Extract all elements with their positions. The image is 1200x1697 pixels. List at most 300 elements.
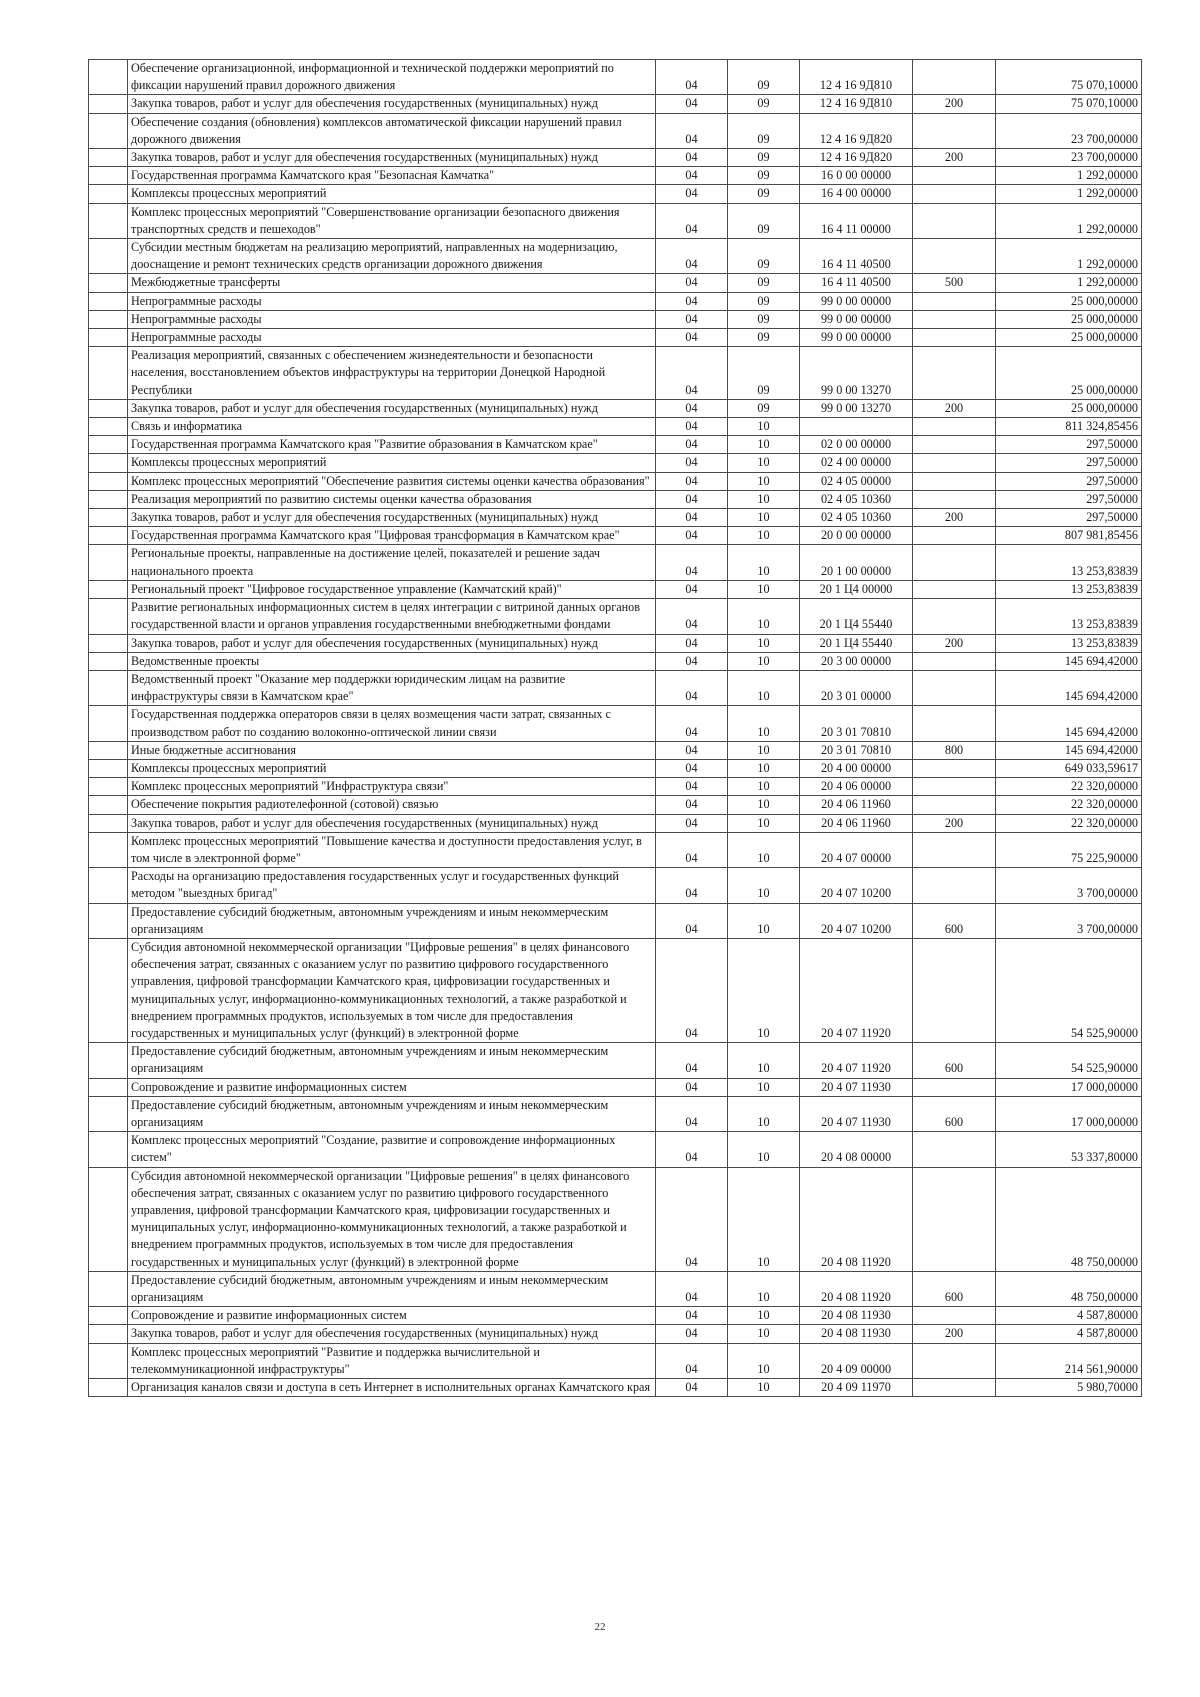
table-row [89, 1096, 1142, 1131]
expense-type-cell: 200 [913, 634, 996, 652]
amount-cell: 23 700,00000 [996, 149, 1142, 167]
section-code-cell: 04 [656, 706, 728, 741]
expense-type-cell: 200 [913, 399, 996, 417]
subsection-code-cell: 09 [728, 185, 800, 203]
expense-name-cell: Закупка товаров, работ и услуг для обеспечения государственных (муниципальных) нужд [128, 95, 656, 113]
subsection-code-cell: 10 [728, 472, 800, 490]
subsection-code-cell: 09 [728, 149, 800, 167]
row-margin-cell [89, 436, 128, 454]
target-article-cell: 12 4 16 9Д820 [800, 113, 913, 148]
subsection-code-cell: 10 [728, 1325, 800, 1343]
row-margin-cell [89, 1379, 128, 1397]
expense-type-cell [913, 490, 996, 508]
amount-cell: 75 070,10000 [996, 60, 1142, 95]
amount-cell: 54 525,90000 [996, 1043, 1142, 1078]
section-code-cell: 04 [656, 814, 728, 832]
subsection-code-cell: 10 [728, 759, 800, 777]
section-code-cell: 04 [656, 938, 728, 1042]
table-row [89, 347, 1142, 400]
section-code-cell: 04 [656, 652, 728, 670]
amount-cell: 214 561,90000 [996, 1343, 1142, 1378]
amount-cell: 649 033,59617 [996, 759, 1142, 777]
section-code-cell: 04 [656, 399, 728, 417]
subsection-code-cell: 10 [728, 1167, 800, 1271]
amount-cell: 53 337,80000 [996, 1132, 1142, 1167]
section-code-cell: 04 [656, 509, 728, 527]
row-margin-cell [89, 418, 128, 436]
section-code-cell: 04 [656, 1078, 728, 1096]
target-article-cell: 12 4 16 9Д820 [800, 149, 913, 167]
expense-type-cell [913, 527, 996, 545]
table-row [89, 436, 1142, 454]
target-article-cell: 20 4 06 00000 [800, 778, 913, 796]
amount-cell: 145 694,42000 [996, 652, 1142, 670]
section-code-cell: 04 [656, 1043, 728, 1078]
expense-name-cell: Закупка товаров, работ и услуг для обеспечения государственных (муниципальных) нужд [128, 634, 656, 652]
row-margin-cell [89, 527, 128, 545]
subsection-code-cell: 10 [728, 436, 800, 454]
expense-type-cell [913, 1343, 996, 1378]
target-article-cell: 16 4 00 00000 [800, 185, 913, 203]
budget-sheet [88, 59, 1142, 1397]
row-margin-cell [89, 903, 128, 938]
section-code-cell: 04 [656, 1379, 728, 1397]
table-row [89, 149, 1142, 167]
target-article-cell: 16 4 11 00000 [800, 203, 913, 238]
expense-type-cell [913, 868, 996, 903]
amount-cell: 25 000,00000 [996, 399, 1142, 417]
expense-type-cell [913, 203, 996, 238]
amount-cell: 5 980,70000 [996, 1379, 1142, 1397]
target-article-cell: 20 4 07 11920 [800, 938, 913, 1042]
subsection-code-cell: 10 [728, 1096, 800, 1131]
subsection-code-cell: 10 [728, 509, 800, 527]
target-article-cell: 02 4 05 10360 [800, 490, 913, 508]
expense-type-cell [913, 472, 996, 490]
target-article-cell: 20 4 06 11960 [800, 796, 913, 814]
section-code-cell: 04 [656, 741, 728, 759]
target-article-cell: 99 0 00 00000 [800, 310, 913, 328]
target-article-cell: 16 4 11 40500 [800, 274, 913, 292]
section-code-cell: 04 [656, 580, 728, 598]
subsection-code-cell: 10 [728, 1343, 800, 1378]
target-article-cell: 99 0 00 00000 [800, 329, 913, 347]
expense-type-cell [913, 1307, 996, 1325]
target-article-cell: 02 0 00 00000 [800, 436, 913, 454]
row-margin-cell [89, 149, 128, 167]
row-margin-cell [89, 95, 128, 113]
row-margin-cell [89, 399, 128, 417]
expense-name-cell: Сопровождение и развитие информационных систем [128, 1307, 656, 1325]
subsection-code-cell: 10 [728, 454, 800, 472]
table-row [89, 1078, 1142, 1096]
amount-cell: 25 000,00000 [996, 329, 1142, 347]
expense-type-cell [913, 652, 996, 670]
subsection-code-cell: 10 [728, 418, 800, 436]
section-code-cell: 04 [656, 203, 728, 238]
section-code-cell: 04 [656, 60, 728, 95]
subsection-code-cell: 10 [728, 1379, 800, 1397]
expense-name-cell: Обеспечение организационной, информационной и технической поддержки мероприятий по фиксации нарушений правил дорожного движения [128, 60, 656, 95]
row-margin-cell [89, 329, 128, 347]
section-code-cell: 04 [656, 903, 728, 938]
section-code-cell: 04 [656, 1325, 728, 1343]
amount-cell: 23 700,00000 [996, 113, 1142, 148]
target-article-cell: 20 4 08 11920 [800, 1167, 913, 1271]
expense-type-cell [913, 545, 996, 580]
expense-type-cell [913, 1379, 996, 1397]
table-row [89, 670, 1142, 705]
table-row [89, 239, 1142, 274]
amount-cell: 48 750,00000 [996, 1271, 1142, 1306]
expense-name-cell: Закупка товаров, работ и услуг для обеспечения государственных (муниципальных) нужд [128, 399, 656, 417]
expense-type-cell [913, 1078, 996, 1096]
row-margin-cell [89, 347, 128, 400]
subsection-code-cell: 09 [728, 60, 800, 95]
table-row [89, 545, 1142, 580]
table-row [89, 1043, 1142, 1078]
expense-name-cell: Субсидия автономной некоммерческой организации "Цифровые решения" в целях финансового обеспечения затрат, связанных с оказанием услуг по развитию цифрового государственного управления, цифровой трансформации Камчатского края, цифровизации государственных и муниципальных услуг, информационно-коммуникационных технологий, а также разработкой и внедрением программных продуктов, используемых в том числе для предоставления государственных и муниципальных услуг (функций) в электронной форме [128, 1167, 656, 1271]
expense-name-cell: Комплекс процессных мероприятий "Развитие и поддержка вычислительной и телекоммуникационной инфраструктуры" [128, 1343, 656, 1378]
table-row [89, 741, 1142, 759]
row-margin-cell [89, 868, 128, 903]
expense-name-cell: Комплекс процессных мероприятий "Обеспечение развития системы оценки качества образования" [128, 472, 656, 490]
amount-cell: 1 292,00000 [996, 274, 1142, 292]
section-code-cell: 04 [656, 634, 728, 652]
expense-name-cell: Предоставление субсидий бюджетным, автономным учреждениям и иным некоммерческим организациям [128, 903, 656, 938]
subsection-code-cell: 10 [728, 796, 800, 814]
target-article-cell: 20 4 07 10200 [800, 868, 913, 903]
row-margin-cell [89, 832, 128, 867]
expense-type-cell [913, 1132, 996, 1167]
table-row [89, 868, 1142, 903]
amount-cell: 297,50000 [996, 436, 1142, 454]
expense-type-cell [913, 60, 996, 95]
subsection-code-cell: 10 [728, 634, 800, 652]
subsection-code-cell: 10 [728, 670, 800, 705]
expense-type-cell [913, 832, 996, 867]
expense-type-cell [913, 436, 996, 454]
row-margin-cell [89, 1132, 128, 1167]
target-article-cell: 99 0 00 13270 [800, 347, 913, 400]
table-row [89, 778, 1142, 796]
expense-type-cell: 600 [913, 903, 996, 938]
subsection-code-cell: 09 [728, 113, 800, 148]
row-margin-cell [89, 580, 128, 598]
table-row [89, 1325, 1142, 1343]
section-code-cell: 04 [656, 1132, 728, 1167]
row-margin-cell [89, 741, 128, 759]
subsection-code-cell: 10 [728, 580, 800, 598]
target-article-cell: 20 3 01 70810 [800, 741, 913, 759]
expense-name-cell: Ведомственные проекты [128, 652, 656, 670]
subsection-code-cell: 09 [728, 347, 800, 400]
expense-type-cell: 600 [913, 1271, 996, 1306]
subsection-code-cell: 10 [728, 868, 800, 903]
amount-cell: 4 587,80000 [996, 1325, 1142, 1343]
expense-type-cell [913, 454, 996, 472]
row-margin-cell [89, 759, 128, 777]
target-article-cell: 20 4 09 11970 [800, 1379, 913, 1397]
table-row [89, 472, 1142, 490]
amount-cell: 22 320,00000 [996, 778, 1142, 796]
row-margin-cell [89, 938, 128, 1042]
target-article-cell: 20 4 07 11930 [800, 1096, 913, 1131]
target-article-cell: 20 4 08 00000 [800, 1132, 913, 1167]
amount-cell: 811 324,85456 [996, 418, 1142, 436]
section-code-cell: 04 [656, 778, 728, 796]
expense-type-cell [913, 239, 996, 274]
table-row [89, 580, 1142, 598]
table-row [89, 454, 1142, 472]
expense-type-cell: 200 [913, 814, 996, 832]
table-row [89, 310, 1142, 328]
subsection-code-cell: 09 [728, 203, 800, 238]
expense-name-cell: Региональный проект "Цифровое государственное управление (Камчатский край)" [128, 580, 656, 598]
amount-cell: 75 225,90000 [996, 832, 1142, 867]
row-margin-cell [89, 1043, 128, 1078]
row-margin-cell [89, 472, 128, 490]
section-code-cell: 04 [656, 239, 728, 274]
target-article-cell: 20 4 08 11930 [800, 1325, 913, 1343]
table-row [89, 634, 1142, 652]
amount-cell: 4 587,80000 [996, 1307, 1142, 1325]
subsection-code-cell: 10 [728, 1307, 800, 1325]
row-margin-cell [89, 634, 128, 652]
table-row [89, 509, 1142, 527]
target-article-cell: 20 3 01 70810 [800, 706, 913, 741]
target-article-cell: 20 4 08 11930 [800, 1307, 913, 1325]
expense-name-cell: Закупка товаров, работ и услуг для обеспечения государственных (муниципальных) нужд [128, 509, 656, 527]
row-margin-cell [89, 1078, 128, 1096]
row-margin-cell [89, 599, 128, 634]
subsection-code-cell: 10 [728, 706, 800, 741]
section-code-cell: 04 [656, 832, 728, 867]
subsection-code-cell: 10 [728, 490, 800, 508]
section-code-cell: 04 [656, 670, 728, 705]
target-article-cell: 20 1 Ц4 55440 [800, 634, 913, 652]
subsection-code-cell: 09 [728, 239, 800, 274]
expense-name-cell: Иные бюджетные ассигнования [128, 741, 656, 759]
row-margin-cell [89, 778, 128, 796]
expense-name-cell: Закупка товаров, работ и услуг для обеспечения государственных (муниципальных) нужд [128, 814, 656, 832]
section-code-cell: 04 [656, 545, 728, 580]
section-code-cell: 04 [656, 599, 728, 634]
subsection-code-cell: 09 [728, 274, 800, 292]
expense-name-cell: Региональные проекты, направленные на достижение целей, показателей и решение задач национального проекта [128, 545, 656, 580]
row-margin-cell [89, 310, 128, 328]
amount-cell: 3 700,00000 [996, 868, 1142, 903]
amount-cell: 807 981,85456 [996, 527, 1142, 545]
target-article-cell: 16 0 00 00000 [800, 167, 913, 185]
table-row [89, 1307, 1142, 1325]
table-row [89, 1379, 1142, 1397]
table-row [89, 814, 1142, 832]
target-article-cell: 02 4 05 00000 [800, 472, 913, 490]
amount-cell: 13 253,83839 [996, 634, 1142, 652]
row-margin-cell [89, 203, 128, 238]
subsection-code-cell: 10 [728, 652, 800, 670]
expense-name-cell: Государственная программа Камчатского края "Развитие образования в Камчатском крае" [128, 436, 656, 454]
section-code-cell: 04 [656, 1307, 728, 1325]
section-code-cell: 04 [656, 292, 728, 310]
expense-name-cell: Реализация мероприятий, связанных с обеспечением жизнедеятельности и безопасности населения, восстановлением объектов инфраструктуры на территории Донецкой Народной Республики [128, 347, 656, 400]
target-article-cell: 20 4 00 00000 [800, 759, 913, 777]
table-row [89, 399, 1142, 417]
section-code-cell: 04 [656, 310, 728, 328]
section-code-cell: 04 [656, 167, 728, 185]
target-article-cell: 20 4 07 00000 [800, 832, 913, 867]
expense-name-cell: Расходы на организацию предоставления государственных услуг и государственных функций методом "выездных бригад" [128, 868, 656, 903]
expense-name-cell: Комплексы процессных мероприятий [128, 759, 656, 777]
amount-cell: 13 253,83839 [996, 599, 1142, 634]
row-margin-cell [89, 239, 128, 274]
subsection-code-cell: 09 [728, 292, 800, 310]
amount-cell: 22 320,00000 [996, 796, 1142, 814]
expense-name-cell: Связь и информатика [128, 418, 656, 436]
table-row [89, 527, 1142, 545]
section-code-cell: 04 [656, 1271, 728, 1306]
expense-name-cell: Непрограммные расходы [128, 292, 656, 310]
section-code-cell: 04 [656, 113, 728, 148]
expense-type-cell [913, 759, 996, 777]
amount-cell: 145 694,42000 [996, 670, 1142, 705]
section-code-cell: 04 [656, 274, 728, 292]
expense-type-cell [913, 580, 996, 598]
expense-name-cell: Закупка товаров, работ и услуг для обеспечения государственных (муниципальных) нужд [128, 1325, 656, 1343]
table-row [89, 1271, 1142, 1306]
section-code-cell: 04 [656, 490, 728, 508]
expense-name-cell: Развитие региональных информационных систем в целях интеграции с витриной данных органов государственной власти и органов управления государственными внебюджетными фондами [128, 599, 656, 634]
row-margin-cell [89, 545, 128, 580]
expense-name-cell: Реализация мероприятий по развитию системы оценки качества образования [128, 490, 656, 508]
row-margin-cell [89, 1271, 128, 1306]
table-row [89, 706, 1142, 741]
target-article-cell: 20 4 06 11960 [800, 814, 913, 832]
subsection-code-cell: 10 [728, 527, 800, 545]
section-code-cell: 04 [656, 436, 728, 454]
row-margin-cell [89, 454, 128, 472]
subsection-code-cell: 10 [728, 1078, 800, 1096]
target-article-cell: 20 4 07 10200 [800, 903, 913, 938]
expense-type-cell [913, 347, 996, 400]
expense-type-cell: 600 [913, 1096, 996, 1131]
amount-cell: 297,50000 [996, 490, 1142, 508]
expense-name-cell: Комплексы процессных мероприятий [128, 185, 656, 203]
section-code-cell: 04 [656, 454, 728, 472]
subsection-code-cell: 10 [728, 832, 800, 867]
row-margin-cell [89, 814, 128, 832]
row-margin-cell [89, 1343, 128, 1378]
expense-type-cell: 200 [913, 95, 996, 113]
row-margin-cell [89, 1096, 128, 1131]
expense-type-cell [913, 329, 996, 347]
row-margin-cell [89, 274, 128, 292]
section-code-cell: 04 [656, 527, 728, 545]
section-code-cell: 04 [656, 418, 728, 436]
amount-cell: 25 000,00000 [996, 347, 1142, 400]
target-article-cell: 20 4 08 11920 [800, 1271, 913, 1306]
subsection-code-cell: 10 [728, 1043, 800, 1078]
expense-name-cell: Комплекс процессных мероприятий "Инфраструктура связи" [128, 778, 656, 796]
row-margin-cell [89, 60, 128, 95]
target-article-cell: 20 4 07 11930 [800, 1078, 913, 1096]
amount-cell: 1 292,00000 [996, 185, 1142, 203]
target-article-cell: 20 3 01 00000 [800, 670, 913, 705]
row-margin-cell [89, 167, 128, 185]
subsection-code-cell: 09 [728, 167, 800, 185]
row-margin-cell [89, 796, 128, 814]
section-code-cell: 04 [656, 95, 728, 113]
table-row [89, 903, 1142, 938]
row-margin-cell [89, 652, 128, 670]
section-code-cell: 04 [656, 347, 728, 400]
table-row [89, 599, 1142, 634]
target-article-cell: 20 1 Ц4 00000 [800, 580, 913, 598]
amount-cell: 48 750,00000 [996, 1167, 1142, 1271]
expense-name-cell: Предоставление субсидий бюджетным, автономным учреждениям и иным некоммерческим организациям [128, 1043, 656, 1078]
table-row [89, 490, 1142, 508]
expense-type-cell: 200 [913, 1325, 996, 1343]
amount-cell: 25 000,00000 [996, 292, 1142, 310]
expense-name-cell: Государственная программа Камчатского края "Безопасная Камчатка" [128, 167, 656, 185]
amount-cell: 25 000,00000 [996, 310, 1142, 328]
expense-type-cell [913, 1167, 996, 1271]
subsection-code-cell: 10 [728, 814, 800, 832]
row-margin-cell [89, 292, 128, 310]
target-article-cell: 99 0 00 00000 [800, 292, 913, 310]
amount-cell: 1 292,00000 [996, 239, 1142, 274]
row-margin-cell [89, 1325, 128, 1343]
target-article-cell: 20 1 Ц4 55440 [800, 599, 913, 634]
expense-name-cell: Непрограммные расходы [128, 329, 656, 347]
amount-cell: 54 525,90000 [996, 938, 1142, 1042]
subsection-code-cell: 10 [728, 1132, 800, 1167]
amount-cell: 75 070,10000 [996, 95, 1142, 113]
expense-type-cell [913, 599, 996, 634]
section-code-cell: 04 [656, 796, 728, 814]
table-row [89, 1167, 1142, 1271]
expense-type-cell [913, 185, 996, 203]
budget-table-body [89, 60, 1142, 1397]
amount-cell: 13 253,83839 [996, 545, 1142, 580]
expense-name-cell: Субсидии местным бюджетам на реализацию мероприятий, направленных на модернизацию, дооснащение и ремонт технических средств организации дорожного движения [128, 239, 656, 274]
subsection-code-cell: 09 [728, 95, 800, 113]
target-article-cell: 20 4 09 00000 [800, 1343, 913, 1378]
section-code-cell: 04 [656, 1167, 728, 1271]
section-code-cell: 04 [656, 149, 728, 167]
subsection-code-cell: 10 [728, 938, 800, 1042]
section-code-cell: 04 [656, 1343, 728, 1378]
expense-name-cell: Непрограммные расходы [128, 310, 656, 328]
subsection-code-cell: 10 [728, 545, 800, 580]
amount-cell: 297,50000 [996, 509, 1142, 527]
table-row [89, 938, 1142, 1042]
subsection-code-cell: 10 [728, 903, 800, 938]
subsection-code-cell: 10 [728, 741, 800, 759]
amount-cell: 17 000,00000 [996, 1096, 1142, 1131]
subsection-code-cell: 09 [728, 310, 800, 328]
table-row [89, 274, 1142, 292]
row-margin-cell [89, 706, 128, 741]
amount-cell: 17 000,00000 [996, 1078, 1142, 1096]
table-row [89, 185, 1142, 203]
target-article-cell: 02 4 05 10360 [800, 509, 913, 527]
expense-type-cell [913, 670, 996, 705]
amount-cell: 1 292,00000 [996, 167, 1142, 185]
expense-type-cell [913, 778, 996, 796]
row-margin-cell [89, 113, 128, 148]
